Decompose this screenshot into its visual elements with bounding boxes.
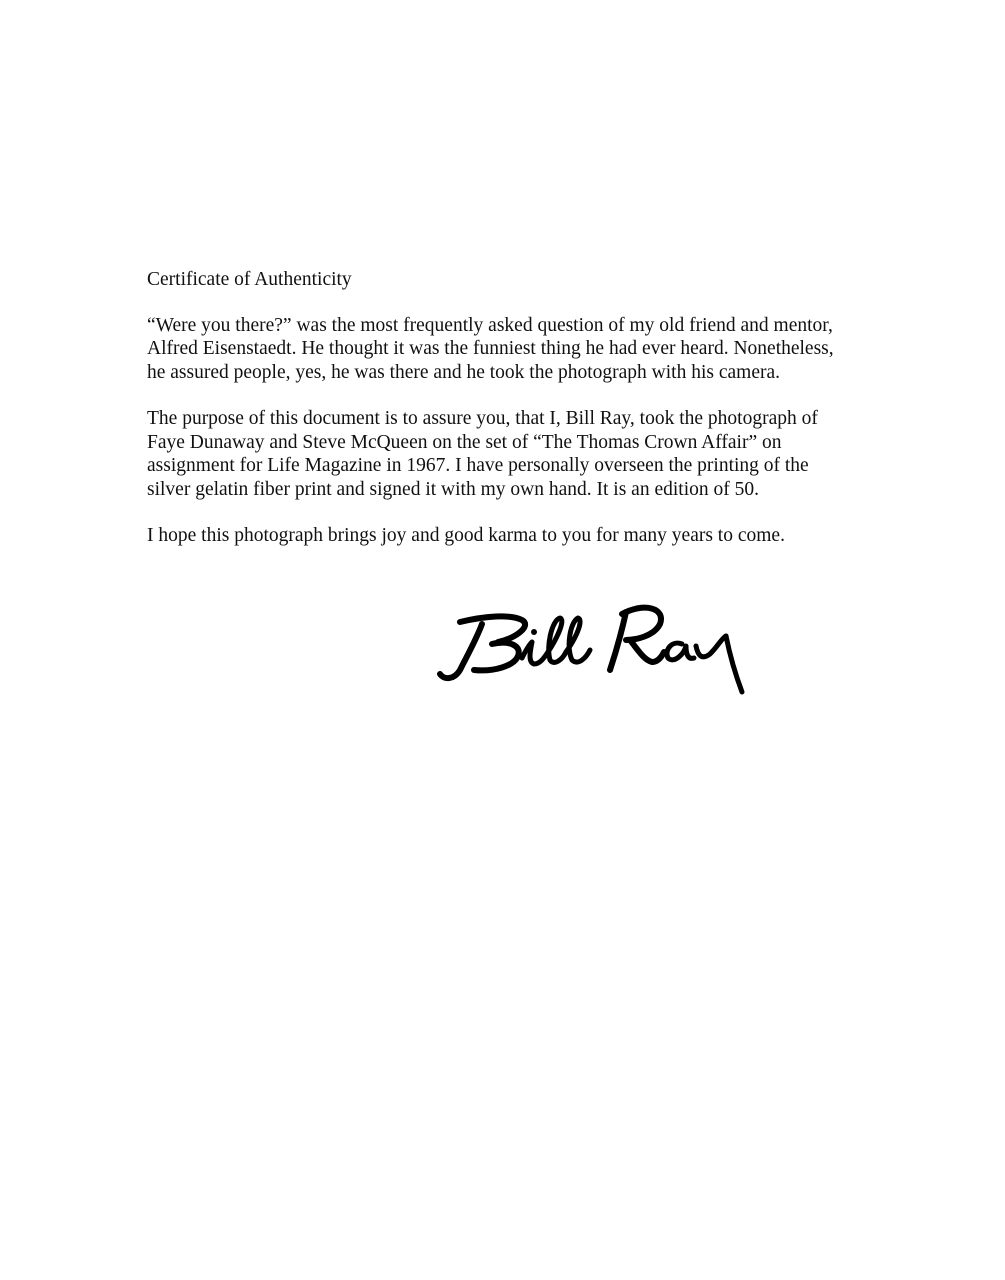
letter-body <box>147 268 887 571</box>
document-title: Certificate of Authenticity <box>147 269 352 290</box>
paragraph-line: assignment for Life Magazine in 1967. I have personally overseen the printing of the <box>147 455 809 476</box>
paragraph-line: “Were you there?” was the most frequently asked question of my old friend and mentor, <box>147 314 833 336</box>
paragraph-3 <box>147 524 887 548</box>
paragraph-line: Alfred Eisenstaedt. He thought it was the funniest thing he had ever heard. Nonetheless, <box>147 338 834 359</box>
paragraph-line: Faye Dunaway and Steve McQueen on the set of “The Thomas Crown Affair” on <box>147 431 782 453</box>
paragraph-line: he assured people, yes, he was there and he took the photograph with his camera. <box>147 361 781 383</box>
paragraph-line: I hope this photograph brings joy and good karma to you for many years to come. <box>147 525 785 546</box>
paragraph-line: The purpose of this document is to assure you, that I, Bill Ray, took the photograph of <box>147 408 818 429</box>
paragraph-line: silver gelatin fiber print and signed it with my own hand. It is an edition of 50. <box>147 478 759 500</box>
handwritten-signature <box>430 590 770 700</box>
paragraph-1 <box>147 314 887 385</box>
paragraph-2 <box>147 407 887 501</box>
